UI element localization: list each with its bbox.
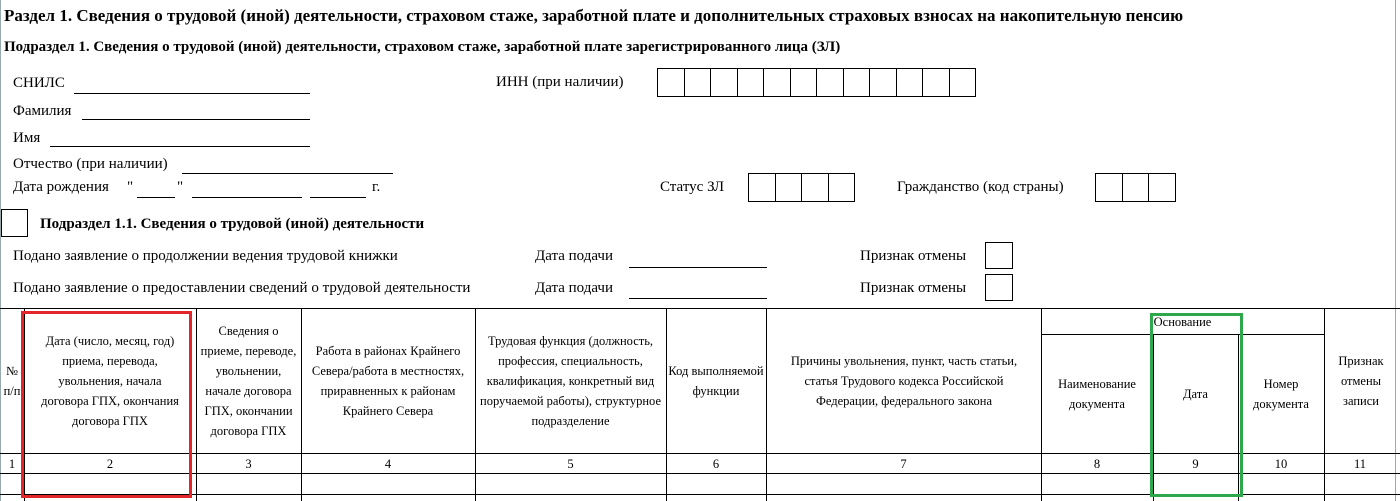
status-label: Статус ЗЛ: [660, 179, 725, 195]
col-date-header: Дата (число, месяц, год) приема, перевода, увольнения, начала договора ГПХ, окончания договора ГПХ: [41, 334, 179, 428]
date-column-highlight: [21, 311, 192, 498]
row1-cancel-checkbox[interactable]: [985, 242, 1013, 269]
col-function-header: Трудовая функция (должность, профессия, специальность, квалификация, конкретный вид поручаемой работы), структурное подразделение: [480, 334, 661, 428]
row2-cancel-checkbox[interactable]: [985, 274, 1013, 301]
quote-open: ": [127, 179, 134, 195]
birth-day-field[interactable]: [137, 197, 175, 198]
col-code-index: 6: [712, 457, 720, 471]
row2-date-label: Дата подачи: [535, 280, 614, 296]
patronymic-label: Отчество (при наличии): [13, 156, 168, 172]
birth-month-field[interactable]: [192, 197, 302, 198]
col-cancel-header: Признак отмены записи: [1338, 354, 1384, 408]
name-label: Имя: [13, 130, 41, 146]
row1-cancel-label: Признак отмены: [860, 248, 967, 264]
inn-boxes[interactable]: [657, 68, 976, 97]
status-boxes[interactable]: [748, 173, 855, 202]
row1-date-label: Дата подачи: [535, 248, 614, 264]
col-code-header: Код выполняемой функции: [668, 364, 764, 398]
col-cancel-index: 11: [1353, 457, 1367, 471]
quote-close: ": [177, 179, 184, 195]
row1-date-field[interactable]: [629, 267, 767, 268]
col-docnumber-index: 10: [1274, 457, 1288, 471]
col-function-index: 5: [567, 457, 574, 471]
col-docname-index: 8: [1093, 457, 1101, 471]
col-docnumber-header: Номер документа: [1253, 377, 1309, 411]
col-date-index: 2: [106, 457, 114, 471]
patronymic-field[interactable]: [182, 173, 393, 174]
citizenship-boxes[interactable]: [1095, 173, 1176, 202]
birth-year-field[interactable]: [310, 197, 366, 198]
col-docname-header: Наименование документа: [1058, 377, 1136, 411]
col-info-header: Сведения о приеме, переводе, увольнении, начале договора ГПХ, окончании договора ГПХ: [200, 324, 297, 438]
name-field[interactable]: [50, 146, 310, 147]
snils-field[interactable]: [74, 93, 310, 94]
col-number-header: № п/п: [3, 364, 21, 398]
surname-label: Фамилия: [13, 103, 72, 119]
col-docdate-index: 9: [1192, 457, 1199, 471]
col-reasons-header: Причины увольнения, пункт, часть статьи, статья Трудового кодекса Российской Федерации, федерального закона: [790, 354, 1018, 408]
col-north-index: 4: [384, 457, 392, 471]
surname-field[interactable]: [82, 119, 310, 120]
citizenship-label: Гражданство (код страны): [897, 179, 1064, 195]
col-info-index: 3: [245, 457, 252, 471]
birthdate-label: Дата рождения: [13, 179, 109, 195]
col-docdate-header: Дата: [1183, 387, 1208, 401]
doc-date-column-highlight: [1150, 313, 1243, 497]
subsection-11-checkbox[interactable]: [1, 209, 28, 237]
inn-label: ИНН (при наличии): [496, 74, 624, 90]
row2-cancel-label: Признак отмены: [860, 280, 967, 296]
workbook-continue-label: Подано заявление о продолжении ведения трудовой книжки: [13, 248, 398, 264]
col-north-header: Работа в районах Крайнего Севера/работа в местностях, приравненных к районам Крайнего Севера: [311, 344, 465, 418]
info-provision-label: Подано заявление о предоставлении сведений о трудовой деятельности: [13, 280, 471, 296]
section-title: Раздел 1. Сведения о трудовой (иной) деятельности, страховом стаже, заработной плате и дополнительных страховых взносах на накопительную пенсию: [4, 6, 1184, 25]
col-number-index: 1: [8, 457, 16, 471]
subsection-11-title: Подраздел 1.1. Сведения о трудовой (иной) деятельности: [40, 216, 425, 232]
basis-header: Основание: [1153, 314, 1212, 329]
col-reasons-index: 7: [900, 457, 907, 471]
row2-date-field[interactable]: [629, 298, 767, 299]
subsection-title: Подраздел 1. Сведения о трудовой (иной) деятельности, страховом стаже, заработной плате зарегистрированного лица (ЗЛ): [4, 39, 841, 55]
year-suffix: г.: [372, 179, 381, 195]
snils-label: СНИЛС: [13, 75, 65, 91]
